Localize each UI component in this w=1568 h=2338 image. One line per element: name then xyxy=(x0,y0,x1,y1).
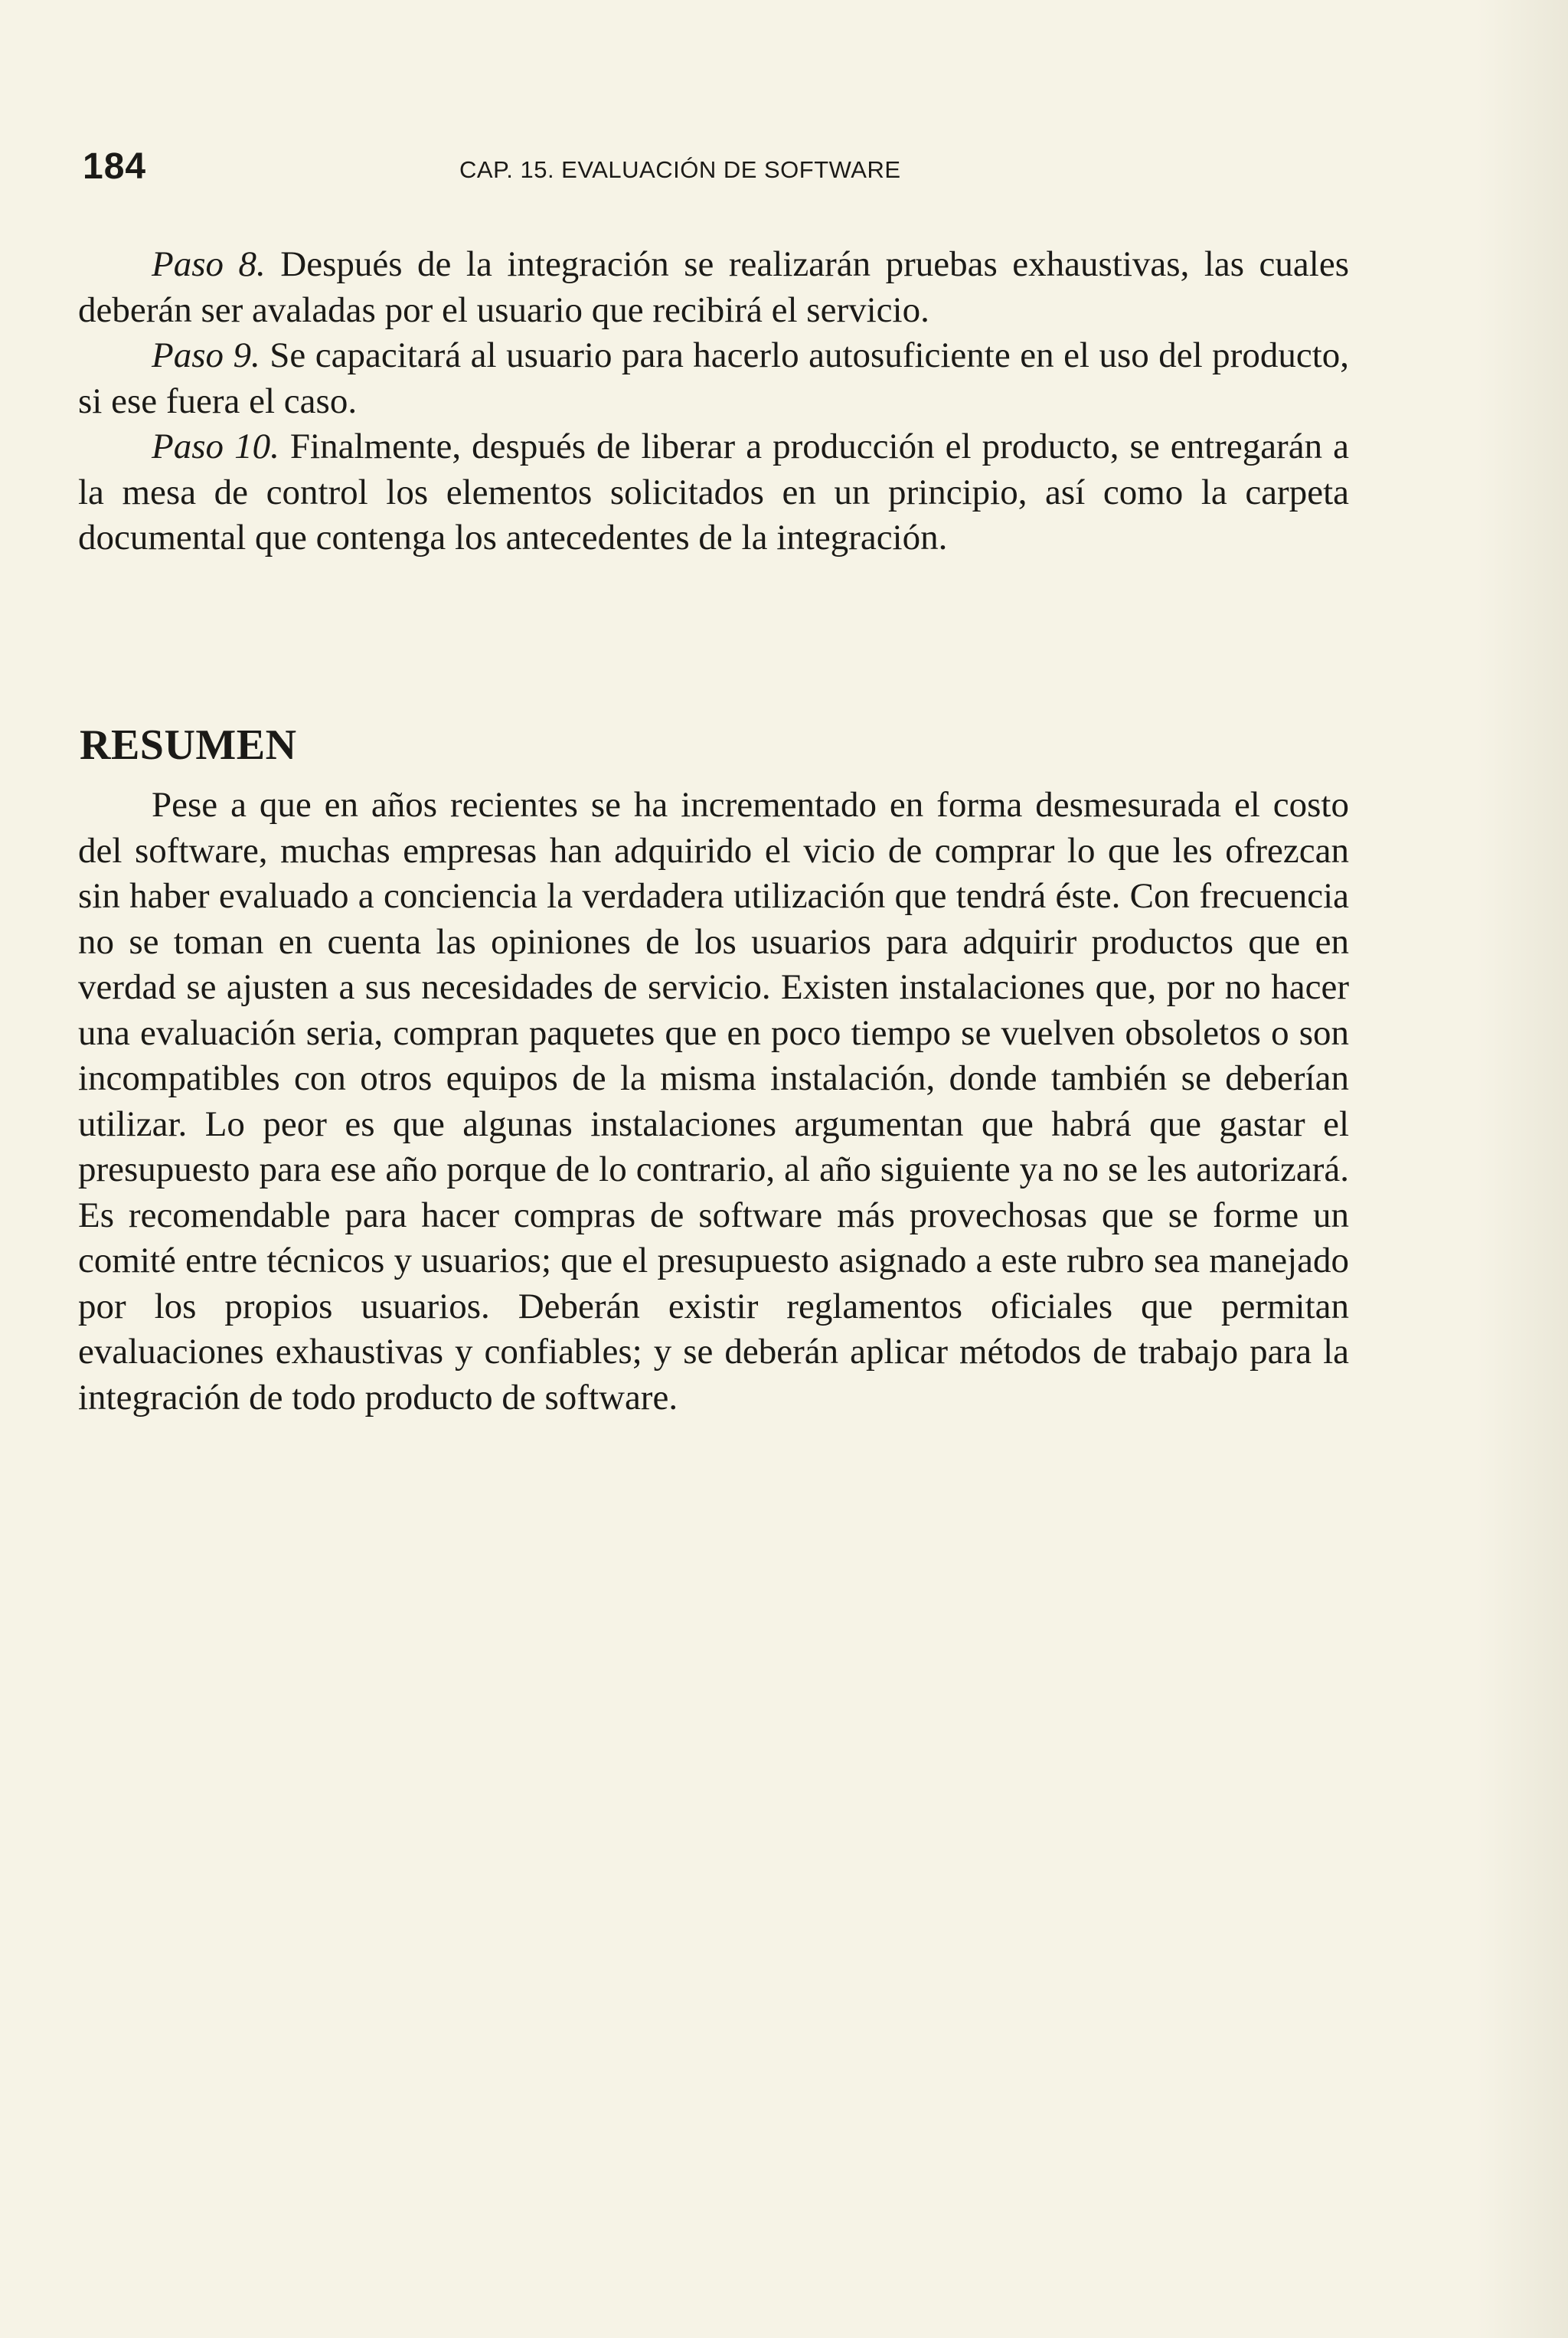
step-text-8: Después de la integración se realizarán pruebas exhaustivas, las cuales deberán ser avaladas por el usuario que recibirá el servicio. xyxy=(78,244,1349,330)
chapter-title: CAP. 15. EVALUACIÓN DE SOFTWARE xyxy=(459,156,901,183)
page-number: 184 xyxy=(83,146,147,187)
page-edge-shading xyxy=(1476,0,1568,2338)
step-paragraph-8 xyxy=(78,242,1349,333)
running-header xyxy=(83,144,1354,198)
section-heading-resumen: RESUMEN xyxy=(80,721,297,770)
step-label-10: Paso 10. xyxy=(152,427,279,466)
step-paragraph-10 xyxy=(78,424,1349,561)
step-label-9: Paso 9. xyxy=(152,335,260,375)
step-label-8: Paso 8. xyxy=(152,244,266,284)
step-text-9: Se capacitará al usuario para hacerlo autosuficiente en el uso del producto, si ese fuera el caso. xyxy=(78,335,1349,421)
step-paragraph-9 xyxy=(78,333,1349,424)
summary-section xyxy=(78,783,1349,1421)
steps-section xyxy=(78,242,1349,561)
step-text-10: Finalmente, después de liberar a producción el producto, se entregarán a la mesa de control los elementos solicitados en un principio, así como la carpeta documental que contenga los antecedentes de la integración. xyxy=(78,427,1350,558)
summary-paragraph: Pese a que en años recientes se ha incrementado en forma desmesurada el costo del software, muchas empresas han adquirido el vicio de comprar lo que les ofrezcan sin haber evaluado a conciencia la verdadera utilización que tendrá éste. Con frecuencia no se toman en cuenta las opiniones de los usuarios para adquirir productos que en verdad se ajusten a sus necesidades de servicio. Existen instalaciones que, por no hacer una evaluación seria, compran paquetes que en poco tiempo se vuelven obsoletos o son incompatibles con otros equipos de la misma instalación, donde también se deberían utilizar. Lo peor es que algunas instalaciones argumentan que habrá que gastar el presupuesto para ese año porque de lo contrario, al año siguiente ya no se les autorizará. Es recomendable para hacer compras de software más provechosas que se forme un comité entre técnicos y usuarios; que el presupuesto asignado a este rubro sea manejado por los propios usuarios. Deberán existir reglamentos oficiales que permitan evaluaciones exhaustivas y confiables; y se deberán aplicar métodos de trabajo para la integración de todo producto de software. xyxy=(78,785,1349,1418)
